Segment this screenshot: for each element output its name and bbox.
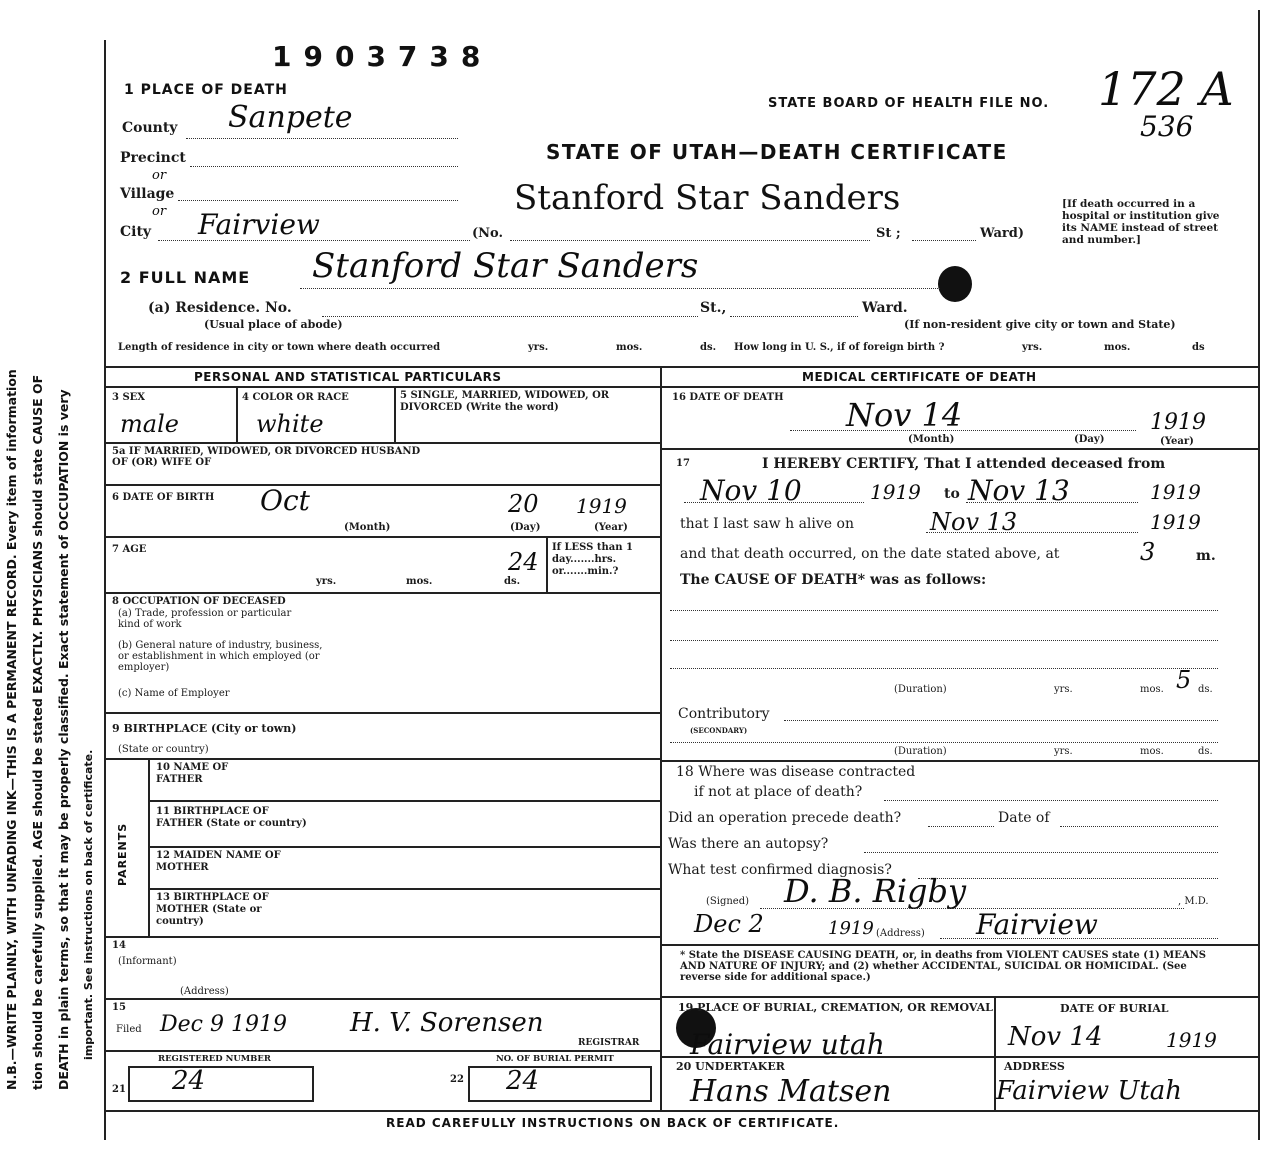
us-mos: mos. — [1104, 342, 1131, 353]
age-ds: ds. — [504, 576, 521, 587]
spouse-label: 5a IF MARRIED, WIDOWED, OR DIVORCED HUSBAND OF (OR) WIFE OF — [112, 446, 421, 468]
burial-place-label: 19 PLACE OF BURIAL, CREMATION, OR REMOVAL — [678, 1001, 993, 1014]
cause-line-2 — [670, 640, 1218, 641]
sign-address-label: (Address) — [876, 928, 925, 939]
certificate-title: STATE OF UTAH—DEATH CERTIFICATE — [546, 140, 1008, 164]
contributory-line — [784, 720, 1218, 721]
undertaker-address-label: ADDRESS — [1004, 1060, 1065, 1073]
reg-number-box — [128, 1066, 314, 1102]
from-line — [684, 502, 864, 503]
residence-ward-label: Ward. — [862, 300, 908, 316]
autopsy-line — [864, 852, 1218, 853]
occ-b-label: (b) General nature of industry, business, or establishment in which employed (or employer) — [118, 640, 323, 673]
form-left-border — [104, 40, 106, 1140]
city-value: Fairview — [198, 208, 320, 241]
duration-label-1: (Duration) — [894, 684, 947, 695]
contracted-line — [884, 800, 1218, 801]
st-label: St ; — [876, 226, 901, 241]
length-of-residence-label: Length of residence in city or town where death occurred — [118, 342, 441, 353]
sex-label: 3 SEX — [112, 392, 146, 403]
usual-abode-label: (Usual place of abode) — [204, 318, 343, 331]
certify-text: I HEREBY CERTIFY, That I attended deceased from — [762, 456, 1166, 472]
cause-label: The CAUSE OF DEATH* was as follows: — [680, 572, 987, 588]
sign-year: 1919 — [828, 918, 874, 939]
precinct-line — [190, 166, 458, 167]
medical-heading: MEDICAL CERTIFICATE OF DEATH — [802, 370, 1037, 384]
city-label: City — [120, 224, 152, 240]
date-of-death-label: 16 DATE OF DEATH — [672, 392, 784, 403]
last-saw-year: 1919 — [1150, 510, 1201, 534]
section-top-line — [104, 366, 1258, 368]
burial-divider — [994, 996, 996, 1056]
signed-value: D. B. Rigby — [784, 872, 967, 910]
burial-date-value: Nov 14 — [1008, 1022, 1103, 1052]
to-line — [966, 502, 1138, 503]
burial-permit-box — [468, 1066, 652, 1102]
row10-line — [148, 800, 660, 802]
row13-line — [104, 936, 660, 938]
filed-date: Dec 9 1919 — [160, 1012, 287, 1037]
burial-permit-label: NO. OF BURIAL PERMIT — [496, 1054, 614, 1064]
undertaker-value: Hans Matsen — [690, 1074, 892, 1109]
last-saw-line — [926, 532, 1138, 533]
residence-label: (a) Residence. No. — [148, 300, 292, 316]
margin-note-3: DEATH in plain terms, so that it may be properly classified. Exact statement of OCCUPATION is very — [56, 389, 71, 1090]
contributory-label: Contributory — [678, 706, 770, 722]
duration-ds-2: ds. — [1198, 746, 1213, 757]
length-mos: mos. — [616, 342, 643, 353]
age-yrs: yrs. — [316, 576, 337, 587]
signed-label: (Signed) — [706, 896, 750, 907]
residence-line — [322, 316, 698, 317]
row3-line — [104, 442, 660, 444]
file-label: STATE BOARD OF HEALTH FILE NO. — [768, 96, 1050, 111]
margin-note-2: tion should be carefully supplied. AGE should be stated EXACTLY. PHYSICIANS should state CAUSE OF — [30, 374, 45, 1090]
informant-label: (Informant) — [118, 956, 177, 967]
death-day-cap: (Day) — [1074, 434, 1105, 445]
reg-num-prefix: 21 — [112, 1084, 126, 1095]
us-yrs: yrs. — [1022, 342, 1043, 353]
form-bottom-line — [104, 1110, 1258, 1112]
burial-year: 1919 — [1166, 1028, 1217, 1052]
burial-date-label: DATE OF BURIAL — [1060, 1002, 1169, 1015]
footnote-line — [660, 996, 1258, 998]
death-year-cap: (Year) — [1160, 436, 1194, 447]
less-than-label: If LESS than 1 day.......hrs. or.......min.? — [552, 542, 633, 577]
father-name-label: 10 NAME OF FATHER — [156, 762, 229, 785]
sign-address-line — [940, 938, 1218, 939]
ink-blot — [938, 266, 972, 302]
filed-label: Filed — [116, 1024, 142, 1035]
street-line — [510, 240, 870, 241]
row16-line — [660, 448, 1258, 450]
to-label: to — [944, 486, 960, 502]
row14-line — [104, 998, 660, 1000]
occupation-label: 8 OCCUPATION OF DECEASED — [112, 596, 286, 607]
margin-note-4: important. See instructions on back of certificate. — [82, 749, 95, 1060]
full-name-line — [300, 288, 940, 289]
death-year: 1919 — [1150, 410, 1206, 435]
form-right-border — [1258, 10, 1260, 1140]
duration-mos-2: mos. — [1140, 746, 1164, 757]
permit-prefix: 22 — [450, 1074, 464, 1085]
sex-value: male — [120, 410, 179, 438]
date-of-label: Date of — [998, 810, 1050, 826]
file-sub-number: 536 — [1140, 110, 1194, 143]
cause-line-3 — [670, 668, 1218, 669]
registrar-value: H. V. Sorensen — [350, 1008, 544, 1038]
residence-st-line — [730, 316, 858, 317]
or-2: or — [152, 204, 167, 219]
color-label: 4 COLOR OR RACE — [242, 392, 349, 403]
duration-label-2: (Duration) — [894, 746, 947, 757]
father-birth-label: 11 BIRTHPLACE OF FATHER (State or country) — [156, 806, 307, 829]
dob-year: 1919 — [576, 494, 627, 518]
length-ds: ds. — [700, 342, 717, 353]
medical-heading-line — [660, 386, 1258, 388]
sign-address-value: Fairview — [976, 908, 1098, 941]
row7-line — [104, 592, 660, 594]
dob-month: Oct — [260, 484, 310, 517]
city-line — [158, 240, 470, 241]
operation-label: Did an operation precede death? — [668, 810, 902, 826]
place-of-death-label: 1 PLACE OF DEATH — [124, 82, 288, 98]
age-mos: mos. — [406, 576, 433, 587]
row11-line — [148, 846, 660, 848]
county-line — [186, 138, 458, 139]
where-contracted-label: 18 Where was disease contracted — [676, 764, 916, 780]
signed-line — [760, 908, 1184, 909]
dob-day-cap: (Day) — [510, 522, 541, 533]
burial-permit-value: 24 — [506, 1066, 540, 1096]
duration-mos-1: mos. — [1140, 684, 1164, 695]
county-value: Sanpete — [228, 100, 353, 135]
reg-number-label: REGISTERED NUMBER — [158, 1054, 271, 1064]
death-time-value: 3 — [1140, 538, 1156, 566]
dob-day: 20 — [508, 490, 539, 518]
m-label: m. — [1196, 548, 1216, 564]
row15-line — [104, 1050, 660, 1052]
full-name-value: Stanford Star Sanders — [312, 246, 699, 286]
color-value: white — [256, 410, 324, 438]
precinct-label: Precinct — [120, 150, 186, 166]
mother-birth-label: 13 BIRTHPLACE OF MOTHER (State or country) — [156, 892, 269, 927]
how-long-label: How long in U. S., if of foreign birth ? — [734, 342, 945, 353]
occ-a-label: (a) Trade, profession or particular kind of work — [118, 608, 292, 630]
nonresident-note: (If non-resident give city or town and State) — [904, 318, 1176, 331]
not-at-place-label: if not at place of death? — [694, 784, 863, 800]
dob-year-cap: (Year) — [594, 522, 628, 533]
md-label: , M.D. — [1178, 896, 1209, 907]
date-of-death-line — [790, 430, 1136, 431]
attended-from-year: 1919 — [870, 480, 921, 504]
cause-line-1 — [670, 610, 1218, 611]
age-label: 7 AGE — [112, 544, 147, 555]
margin-note-1: N.B.—WRITE PLAINLY, WITH UNFADING INK—THIS IS A PERMANENT RECORD. Every item of information — [4, 369, 19, 1090]
duration-value: 5 — [1176, 666, 1192, 694]
row5a-line — [104, 484, 660, 486]
certify-num: 17 — [676, 458, 690, 469]
age-value: 24 — [508, 548, 539, 576]
secondary-label: (SECONDARY) — [690, 726, 748, 735]
informant-address-label: (Address) — [180, 986, 229, 997]
sign-date: Dec 2 — [694, 910, 764, 938]
footer-instructions: READ CAREFULLY INSTRUCTIONS ON BACK OF CERTIFICATE. — [386, 1116, 840, 1130]
ward-label: Ward) — [980, 226, 1024, 241]
attended-to-year: 1919 — [1150, 480, 1201, 504]
undertaker-address-value: Fairview Utah — [996, 1076, 1183, 1106]
autopsy-label: Was there an autopsy? — [668, 836, 829, 852]
color-divider — [394, 386, 396, 442]
certificate-number: 1903738 — [272, 40, 493, 73]
mother-name-label: 12 MAIDEN NAME OF MOTHER — [156, 850, 281, 873]
death-occurred-label: and that death occurred, on the date stated above, at — [680, 546, 1060, 562]
no-label: (No. — [472, 226, 504, 241]
dob-month-cap: (Month) — [344, 522, 391, 533]
test-label: What test confirmed diagnosis? — [668, 862, 892, 878]
us-ds: ds — [1192, 342, 1205, 353]
birthplace-state: (State or country) — [118, 744, 209, 755]
marital-label: 5 SINGLE, MARRIED, WIDOWED, OR DIVORCED (Write the word) — [400, 390, 610, 413]
village-line — [178, 200, 458, 201]
death-month-cap: (Month) — [908, 434, 955, 445]
birthplace-label: 9 BIRTHPLACE (City or town) — [112, 722, 297, 735]
duration-yrs-1: yrs. — [1054, 684, 1073, 695]
filed-num: 15 — [112, 1002, 126, 1013]
personal-heading: PERSONAL AND STATISTICAL PARTICULARS — [194, 370, 502, 384]
file-number: 172 A — [1098, 62, 1234, 116]
duration-yrs-2: yrs. — [1054, 746, 1073, 757]
sex-divider — [236, 386, 238, 442]
informant-num: 14 — [112, 940, 126, 951]
occ-c-label: (c) Name of Employer — [118, 688, 230, 699]
operation-line — [928, 826, 994, 827]
last-saw-date: Nov 13 — [930, 508, 1018, 536]
ward-line — [912, 240, 976, 241]
full-name-label: 2 FULL NAME — [120, 268, 251, 287]
row8-line — [104, 712, 660, 714]
date-of-death-value: Nov 14 — [846, 396, 963, 434]
row12-line — [148, 888, 660, 890]
registrar-label: REGISTRAR — [578, 1038, 640, 1048]
center-divider — [660, 366, 662, 1110]
or-1: or — [152, 168, 167, 183]
burial-place-value: Fairview utah — [690, 1028, 885, 1061]
signature-line — [660, 944, 1258, 946]
county-label: County — [122, 120, 178, 136]
residence-st-label: St., — [700, 300, 727, 316]
last-saw-label: that I last saw h alive on — [680, 516, 854, 532]
dob-label: 6 DATE OF BIRTH — [112, 492, 215, 503]
reg-number-value: 24 — [172, 1066, 206, 1096]
village-label: Village — [120, 186, 175, 202]
undertaker-label: 20 UNDERTAKER — [676, 1060, 785, 1073]
personal-heading-line — [104, 386, 660, 388]
attended-to-date: Nov 13 — [968, 474, 1070, 507]
row9-line — [104, 758, 660, 760]
date-of-line — [1060, 826, 1218, 827]
attended-from-date: Nov 10 — [700, 474, 802, 507]
row17-line — [660, 760, 1258, 762]
burial-line — [660, 1056, 1258, 1058]
length-yrs: yrs. — [528, 342, 549, 353]
contributory-line-2 — [670, 742, 1218, 743]
duration-ds-1: ds. — [1198, 684, 1213, 695]
typed-name: Stanford Star Sanders — [514, 178, 901, 218]
parents-label: PARENTS — [116, 822, 129, 886]
row6-line — [104, 536, 660, 538]
footnote: * State the DISEASE CAUSING DEATH, or, in deaths from VIOLENT CAUSES state (1) MEANS AND NATURE OF INJURY; and (2) whether ACCIDENTAL, SUICIDAL OR HOMICIDAL. (See reverse side for additional space.) — [680, 950, 1206, 983]
age-divider — [546, 536, 548, 592]
hospital-note: [If death occurred in a hospital or institution give its NAME instead of street and number.] — [1062, 198, 1220, 246]
